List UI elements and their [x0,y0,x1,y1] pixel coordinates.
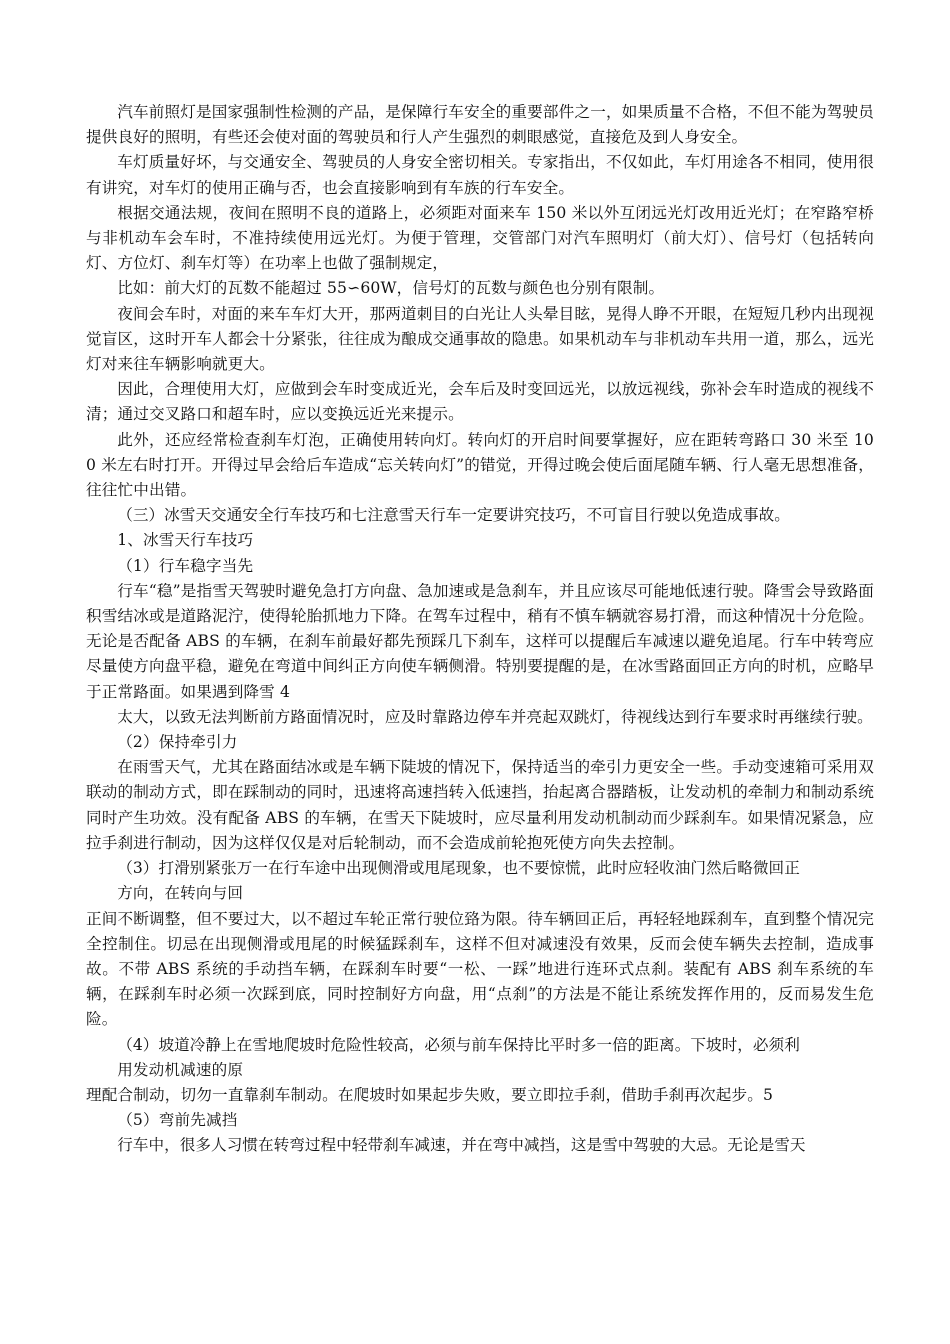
paragraph-heavy-snow-stop: 太大，以致无法判断前方路面情况时，应及时靠路边停车并亮起双跳灯，待视线达到行车要求时再继续行驶。 [117,707,873,726]
item-heading-slope: （4）坡道冷静上在雪地爬坡时危险性较高，必须与前车保持比平时多一倍的距离。下坡时，必须利 [117,1035,800,1054]
item-heading-skid: （3）打滑别紧张万一在行车途中出现侧滑或甩尾现象，也不要惊慌，此时应轻收油门然后略微回正 [117,859,800,878]
item-heading-steady: （1）行车稳字当先 [117,556,254,575]
paragraph-turn-signal: 此外，还应经常检查刹车灯泡，正确使用转向灯。转向灯的开启时间要掌握好，应在距转弯路口 30 米至 100 米左右时打开。开得过早会给后车造成“忘关转向灯”的错觉，开得过晚会使后面尾随车辆、行人毫无思想准备，往往忙中出错。 [86,430,874,500]
section-heading-snow-driving: （三）冰雪天交通安全行车技巧和七注意雪天行车一定要讲究技巧，不可盲目行驶以免造成事故。 [117,506,790,525]
paragraph-skid-continued: 方向，在转向与回 [117,884,244,903]
paragraph-slope-braking: 理配合制动，切勿一直靠刹车制动。在爬坡时如果起步失败，要立即拉手刹，借助手刹再次起步。5 [86,1085,774,1104]
paragraph-night-meeting: 夜间会车时，对面的来车车灯大开，那两道刺目的白光让人头晕目眩，晃得人睁不开眼，在短短几秒内出现视觉盲区，这时开车人都会十分紧张，往往成为酿成交通事故的隐患。如果机动车与非机动车共用一道，那么，远光灯对来往车辆影响就更大。 [86,304,874,374]
paragraph-slope-continued: 用发动机减速的原 [117,1060,244,1079]
paragraph-steady-driving: 行车“稳”是指雪天驾驶时避免急打方向盘、急加速或是急刹车，并且应该尽可能地低速行驶。降雪会导致路面积雪结冰或是道路泥泞，使得轮胎抓地力下降。在驾车过程中，稍有不慎车辆就容易打滑，而这种情况十分危险。无论是否配备 ABS 的车辆，在刹车前最好都先预踩几下刹车，这样可以提醒后车减速以避免追尾。行车中转弯应尽量使方向盘平稳，避免在弯道中间纠正方向使车辆侧滑。特别要提醒的是，在冰雪路面回正方向的时机，应略早于正常路面。如果遇到降雪 4 [86,581,874,701]
paragraph-wattage-limit: 比如：前大灯的瓦数不能超过 55∽60W，信号灯的瓦数与颜色也分别有限制。 [117,279,665,298]
item-heading-traction: （2）保持牵引力 [117,733,238,752]
paragraph-traffic-regulation: 根据交通法规，夜间在照明不良的道路上，必须距对面来车 150 米以外互闭远光灯改用近光灯；在窄路窄桥与非机动车会车时，不准持续使用远光灯。为便于管理，交管部门对汽车照明灯（前大灯）、信号灯（包括转向灯、方位灯、刹车灯等）在功率上也做了强制规定， [86,203,874,273]
item-heading-downshift: （5）弯前先减挡 [117,1111,238,1130]
paragraph-downshift: 行车中，很多人习惯在转弯过程中轻带刹车减速，并在弯中减挡，这是雪中驾驶的大忌。无论是雪天 [117,1136,806,1155]
paragraph-lamp-quality: 车灯质量好坏，与交通安全、驾驶员的人身安全密切相关。专家指出，不仅如此，车灯用途各不相同，使用很有讲究，对车灯的使用正确与否，也会直接影响到有车族的行车安全。 [86,153,874,197]
paragraph-high-low-beam: 因此，合理使用大灯，应做到会车时变成近光，会车后及时变回远光，以放远视线，弥补会车时造成的视线不清；通过交叉路口和超车时，应以变换远近光来提示。 [86,380,874,424]
paragraph-headlight-safety: 汽车前照灯是国家强制性检测的产品，是保障行车安全的重要部件之一，如果质量不合格，不但不能为驾驶员提供良好的照明，有些还会使对面的驾驶员和行人产生强烈的刺眼感觉，直接危及到人身安全。 [86,103,874,147]
document-page [86,100,874,1159]
paragraph-skid-control: 正间不断调整，但不要过大，以不超过车轮正常行驶位臵为限。待车辆回正后，再轻轻地踩刹车，直到整个情况完全控制住。切忌在出现侧滑或甩尾的时候猛踩刹车，这样不但对减速没有效果，反而会使车辆失去控制，造成事故。不带 ABS 系统的手动挡车辆，在踩刹车时要“一松、一踩”地进行连环式点刹。装配有 ABS 刹车系统的车辆，在踩刹车时必须一次踩到底，同时控制好方向盘，用“点刹”的方法是不能让系统发挥作用的，反而易发生危险。 [86,909,874,1029]
paragraph-traction: 在雨雪天气，尤其在路面结冰或是车辆下陡坡的情况下，保持适当的牵引力更安全一些。手动变速箱可采用双联动的制动方式，即在踩制动的同时，迅速将高速挡转入低速挡，抬起离合器踏板，让发动机的牵制力和制动系统同时产生功效。没有配备 ABS 的车辆，在雪天下陡坡时，应尽量利用发动机制动而少踩刹车。如果情况紧急，应拉手刹进行制动，因为这样仅仅是对后轮制动，而不会造成前轮抱死使方向失去控制。 [86,758,874,852]
subheading-snow-techniques: 1、冰雪天行车技巧 [117,531,254,550]
